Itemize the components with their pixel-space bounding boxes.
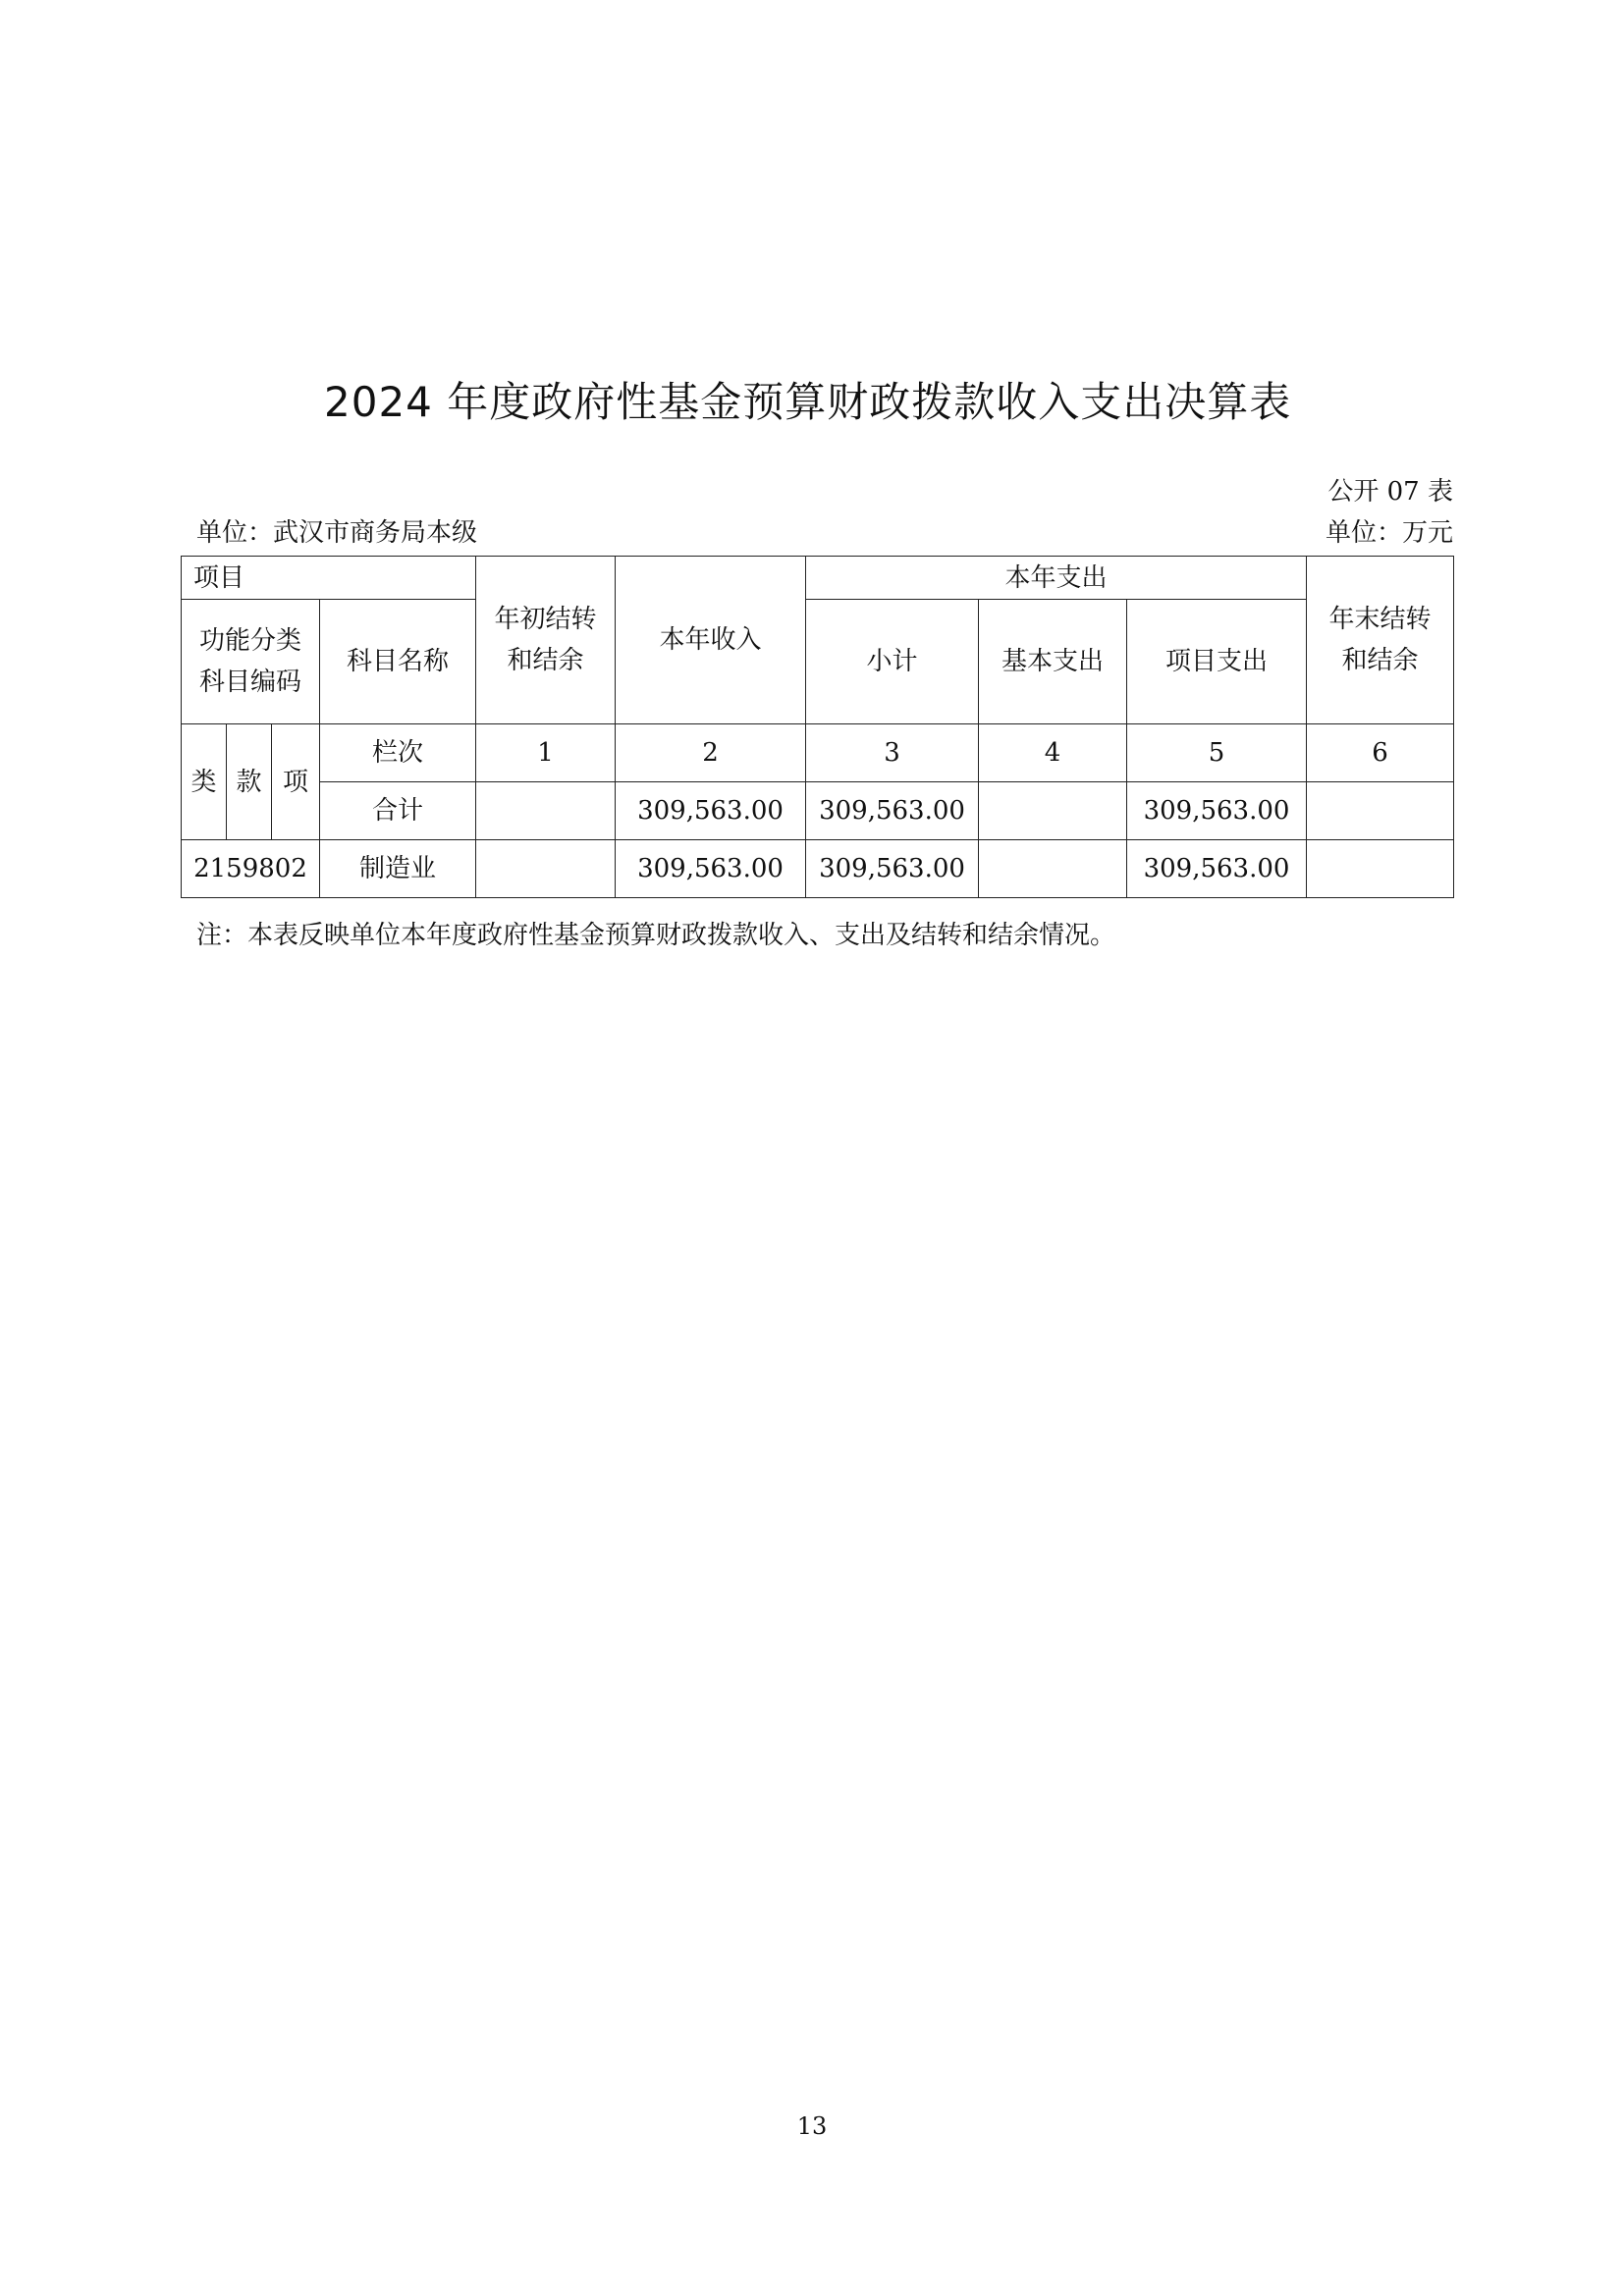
budget-table	[181, 556, 1454, 898]
header-xiang: 项	[272, 724, 320, 840]
page-title: 2024 年度政府性基金预算财政拨款收入支出决算表	[324, 378, 1292, 426]
header-year-expense: 本年支出	[806, 557, 1307, 600]
table-row	[182, 840, 1454, 898]
header-opening-balance: 年初结转和结余	[476, 557, 616, 724]
row-project-expense: 309,563.00	[1127, 840, 1307, 898]
header-func-code: 功能分类科目编码	[182, 600, 320, 724]
row-subtotal: 309,563.00	[806, 840, 979, 898]
row-opening-balance	[476, 840, 616, 898]
column-number: 6	[1307, 724, 1454, 782]
row-year-income: 309,563.00	[616, 840, 806, 898]
header-lei: 类	[182, 724, 227, 840]
header-project-expense: 项目支出	[1127, 600, 1307, 724]
page-number: 13	[796, 2112, 828, 2140]
total-label: 合计	[320, 782, 476, 840]
reporting-unit: 单位：武汉市商务局本级	[196, 518, 478, 548]
total-row	[182, 782, 1454, 840]
column-number: 5	[1127, 724, 1307, 782]
header-closing-balance: 年末结转和结余	[1307, 557, 1454, 724]
header-project: 项目	[182, 557, 476, 600]
total-opening-balance	[476, 782, 616, 840]
header-subject-name: 科目名称	[320, 600, 476, 724]
column-number: 3	[806, 724, 979, 782]
column-number: 2	[616, 724, 806, 782]
table-note: 注：本表反映单位本年度政府性基金预算财政拨款收入、支出及结转和结余情况。	[196, 921, 1116, 950]
row-func-code: 2159802	[182, 840, 320, 898]
total-closing-balance	[1307, 782, 1454, 840]
row-subject-name: 制造业	[320, 840, 476, 898]
header-subtotal: 小计	[806, 600, 979, 724]
row-basic-expense	[979, 840, 1127, 898]
total-project-expense: 309,563.00	[1127, 782, 1307, 840]
header-row-2	[182, 600, 1454, 724]
header-column-no: 栏次	[320, 724, 476, 782]
row-closing-balance	[1307, 840, 1454, 898]
header-kuan: 款	[227, 724, 272, 840]
currency-unit: 单位：万元	[1325, 518, 1453, 548]
total-basic-expense	[979, 782, 1127, 840]
column-number-row	[182, 724, 1454, 782]
column-number: 1	[476, 724, 616, 782]
column-number: 4	[979, 724, 1127, 782]
header-year-income: 本年收入	[616, 557, 806, 724]
header-basic-expense: 基本支出	[979, 600, 1127, 724]
total-subtotal: 309,563.00	[806, 782, 979, 840]
total-year-income: 309,563.00	[616, 782, 806, 840]
header-row-1	[182, 557, 1454, 600]
form-number: 公开 07 表	[1327, 477, 1453, 507]
